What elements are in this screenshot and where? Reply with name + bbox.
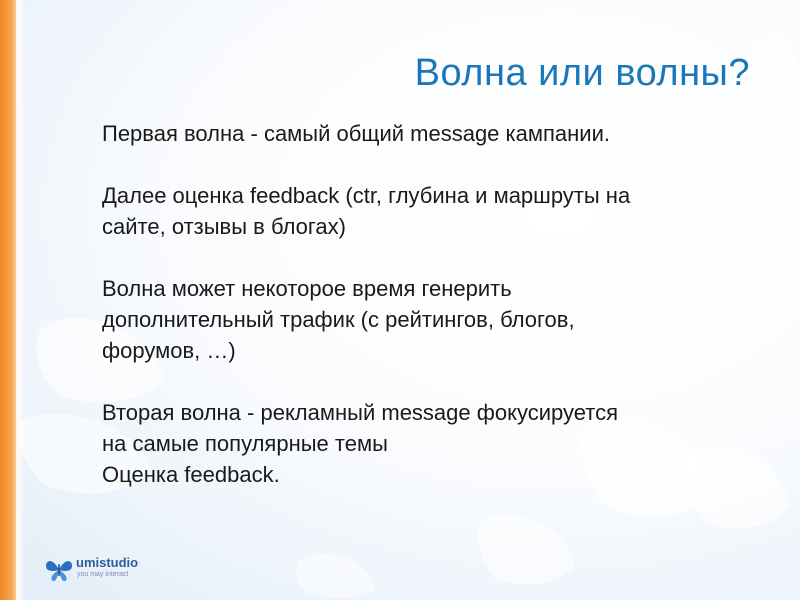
body-line: форумов, …) — [102, 338, 236, 363]
paragraph-second-wave — [102, 397, 752, 490]
slide-title: Волна или волны? — [414, 52, 750, 94]
body-line: Волна может некоторое время генерить — [102, 276, 512, 301]
body-line: Первая волна - самый общий message кампании. — [102, 121, 610, 146]
paragraph-first-wave — [102, 118, 752, 149]
body-line: на самые популярные темы — [102, 431, 388, 456]
body-line: Далее оценка feedback (ctr, глубина и маршруты на — [102, 183, 631, 208]
butterfly-icon — [44, 557, 74, 583]
paragraph-feedback — [102, 180, 752, 242]
body-line: дополнительный трафик (с рейтингов, блогов, — [102, 307, 575, 332]
paragraph-traffic — [102, 273, 752, 366]
logo-tagline: you may interact — [77, 571, 129, 578]
slide-body — [102, 118, 752, 521]
logo-brand: umistudio — [76, 555, 139, 570]
body-line: Вторая волна - рекламный message фокусируется — [102, 400, 618, 425]
body-line: Оценка feedback. — [102, 462, 280, 487]
body-line: сайте, отзывы в блогах) — [102, 214, 346, 239]
umistudio-logo — [44, 553, 164, 585]
